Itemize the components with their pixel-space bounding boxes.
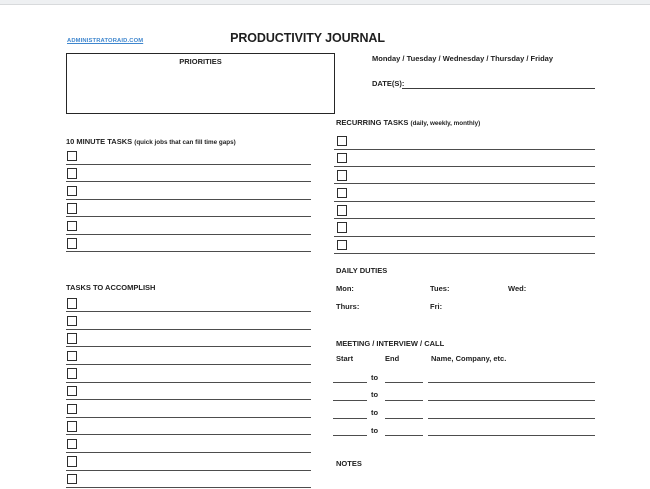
meeting-to-label: to [371, 426, 378, 435]
meeting-end-write-line[interactable] [385, 382, 423, 383]
task-row [334, 185, 595, 202]
task-row [66, 331, 311, 349]
task-checkbox[interactable] [337, 205, 347, 216]
task-checkbox[interactable] [67, 404, 77, 415]
meeting-row [334, 402, 595, 420]
meeting-row [334, 367, 595, 385]
task-row [334, 133, 595, 150]
task-checkbox[interactable] [67, 316, 77, 327]
task-checkbox[interactable] [67, 386, 77, 397]
task-checkbox[interactable] [337, 153, 347, 164]
task-row [66, 201, 311, 219]
notes-label: NOTES [336, 459, 362, 468]
priorities-box[interactable] [66, 53, 335, 114]
task-row [66, 348, 311, 366]
task-row [66, 313, 311, 331]
viewport-top-edge [0, 0, 650, 5]
meeting-start-write-line[interactable] [333, 435, 367, 436]
daily-duties-wed: Wed: [508, 284, 526, 293]
task-write-line[interactable] [66, 251, 311, 252]
task-checkbox[interactable] [67, 151, 77, 162]
task-checkbox[interactable] [337, 170, 347, 181]
meeting-end-write-line[interactable] [385, 400, 423, 401]
task-write-line[interactable] [334, 253, 595, 254]
weekday-selector-label: Monday / Tuesday / Wednesday / Thursday / Friday [372, 54, 553, 63]
ten-minute-tasks-heading [66, 137, 236, 146]
task-checkbox[interactable] [67, 298, 77, 309]
meeting-name-write-line[interactable] [428, 382, 595, 383]
meeting-start-write-line[interactable] [333, 400, 367, 401]
date-write-line[interactable] [402, 72, 595, 89]
task-row [66, 383, 311, 401]
task-row [66, 218, 311, 236]
task-checkbox[interactable] [67, 421, 77, 432]
task-row [66, 436, 311, 454]
recurring-tasks-label: RECURRING TASKS [336, 118, 408, 127]
task-row [334, 168, 595, 185]
task-checkbox[interactable] [67, 221, 77, 232]
meetings-col-start: Start [336, 354, 353, 363]
meeting-name-write-line[interactable] [428, 400, 595, 401]
task-row [66, 296, 311, 314]
task-checkbox[interactable] [337, 188, 347, 199]
task-write-line[interactable] [66, 487, 311, 488]
task-checkbox[interactable] [67, 351, 77, 362]
meeting-row [334, 420, 595, 438]
task-row [334, 203, 595, 220]
ten-minute-tasks-sublabel: (quick jobs that can fill time gaps) [134, 139, 235, 146]
daily-duties-fri: Fri: [430, 302, 442, 311]
task-row [66, 236, 311, 254]
task-checkbox[interactable] [337, 222, 347, 233]
recurring-tasks-heading [336, 118, 480, 127]
tasks-to-accomplish-label: TASKS TO ACCOMPLISH [66, 283, 155, 292]
tasks-to-accomplish-list [66, 296, 311, 489]
meeting-to-label: to [371, 408, 378, 417]
page-title: PRODUCTIVITY JOURNAL [0, 31, 615, 45]
task-checkbox[interactable] [67, 474, 77, 485]
meetings-col-name: Name, Company, etc. [431, 354, 506, 363]
task-checkbox[interactable] [67, 368, 77, 379]
meeting-start-write-line[interactable] [333, 382, 367, 383]
task-checkbox[interactable] [67, 168, 77, 179]
priorities-label: PRIORITIES [67, 57, 334, 66]
meeting-to-label: to [371, 373, 378, 382]
meeting-start-write-line[interactable] [333, 418, 367, 419]
meetings-label: MEETING / INTERVIEW / CALL [336, 339, 444, 348]
task-row [66, 419, 311, 437]
meeting-name-write-line[interactable] [428, 418, 595, 419]
daily-duties-label: DAILY DUTIES [336, 266, 387, 275]
meeting-to-label: to [371, 390, 378, 399]
task-row [66, 166, 311, 184]
daily-duties-mon: Mon: [336, 284, 354, 293]
recurring-tasks-list [334, 133, 595, 255]
meeting-name-write-line[interactable] [428, 435, 595, 436]
meeting-end-write-line[interactable] [385, 418, 423, 419]
meeting-row [334, 384, 595, 402]
task-row [66, 148, 311, 166]
ten-minute-tasks-list [66, 148, 311, 253]
meetings-col-end: End [385, 354, 399, 363]
task-row [66, 471, 311, 489]
daily-duties-tues: Tues: [430, 284, 449, 293]
task-row [334, 150, 595, 167]
task-row [66, 366, 311, 384]
task-row [334, 237, 595, 254]
task-checkbox[interactable] [67, 238, 77, 249]
task-row [66, 454, 311, 472]
task-checkbox[interactable] [67, 203, 77, 214]
ten-minute-tasks-label: 10 MINUTE TASKS [66, 137, 132, 146]
task-row [66, 183, 311, 201]
task-row [334, 220, 595, 237]
task-row [66, 401, 311, 419]
meeting-end-write-line[interactable] [385, 435, 423, 436]
site-link[interactable]: ADMINISTRATORAID.COM [67, 38, 143, 44]
task-checkbox[interactable] [67, 439, 77, 450]
date-label: DATE(S): [372, 79, 404, 88]
daily-duties-thurs: Thurs: [336, 302, 359, 311]
recurring-tasks-sublabel: (daily, weekly, monthly) [410, 120, 480, 127]
task-checkbox[interactable] [67, 333, 77, 344]
task-checkbox[interactable] [337, 240, 347, 251]
meetings-list [334, 367, 595, 438]
task-checkbox[interactable] [67, 186, 77, 197]
task-checkbox[interactable] [337, 136, 347, 147]
task-checkbox[interactable] [67, 456, 77, 467]
